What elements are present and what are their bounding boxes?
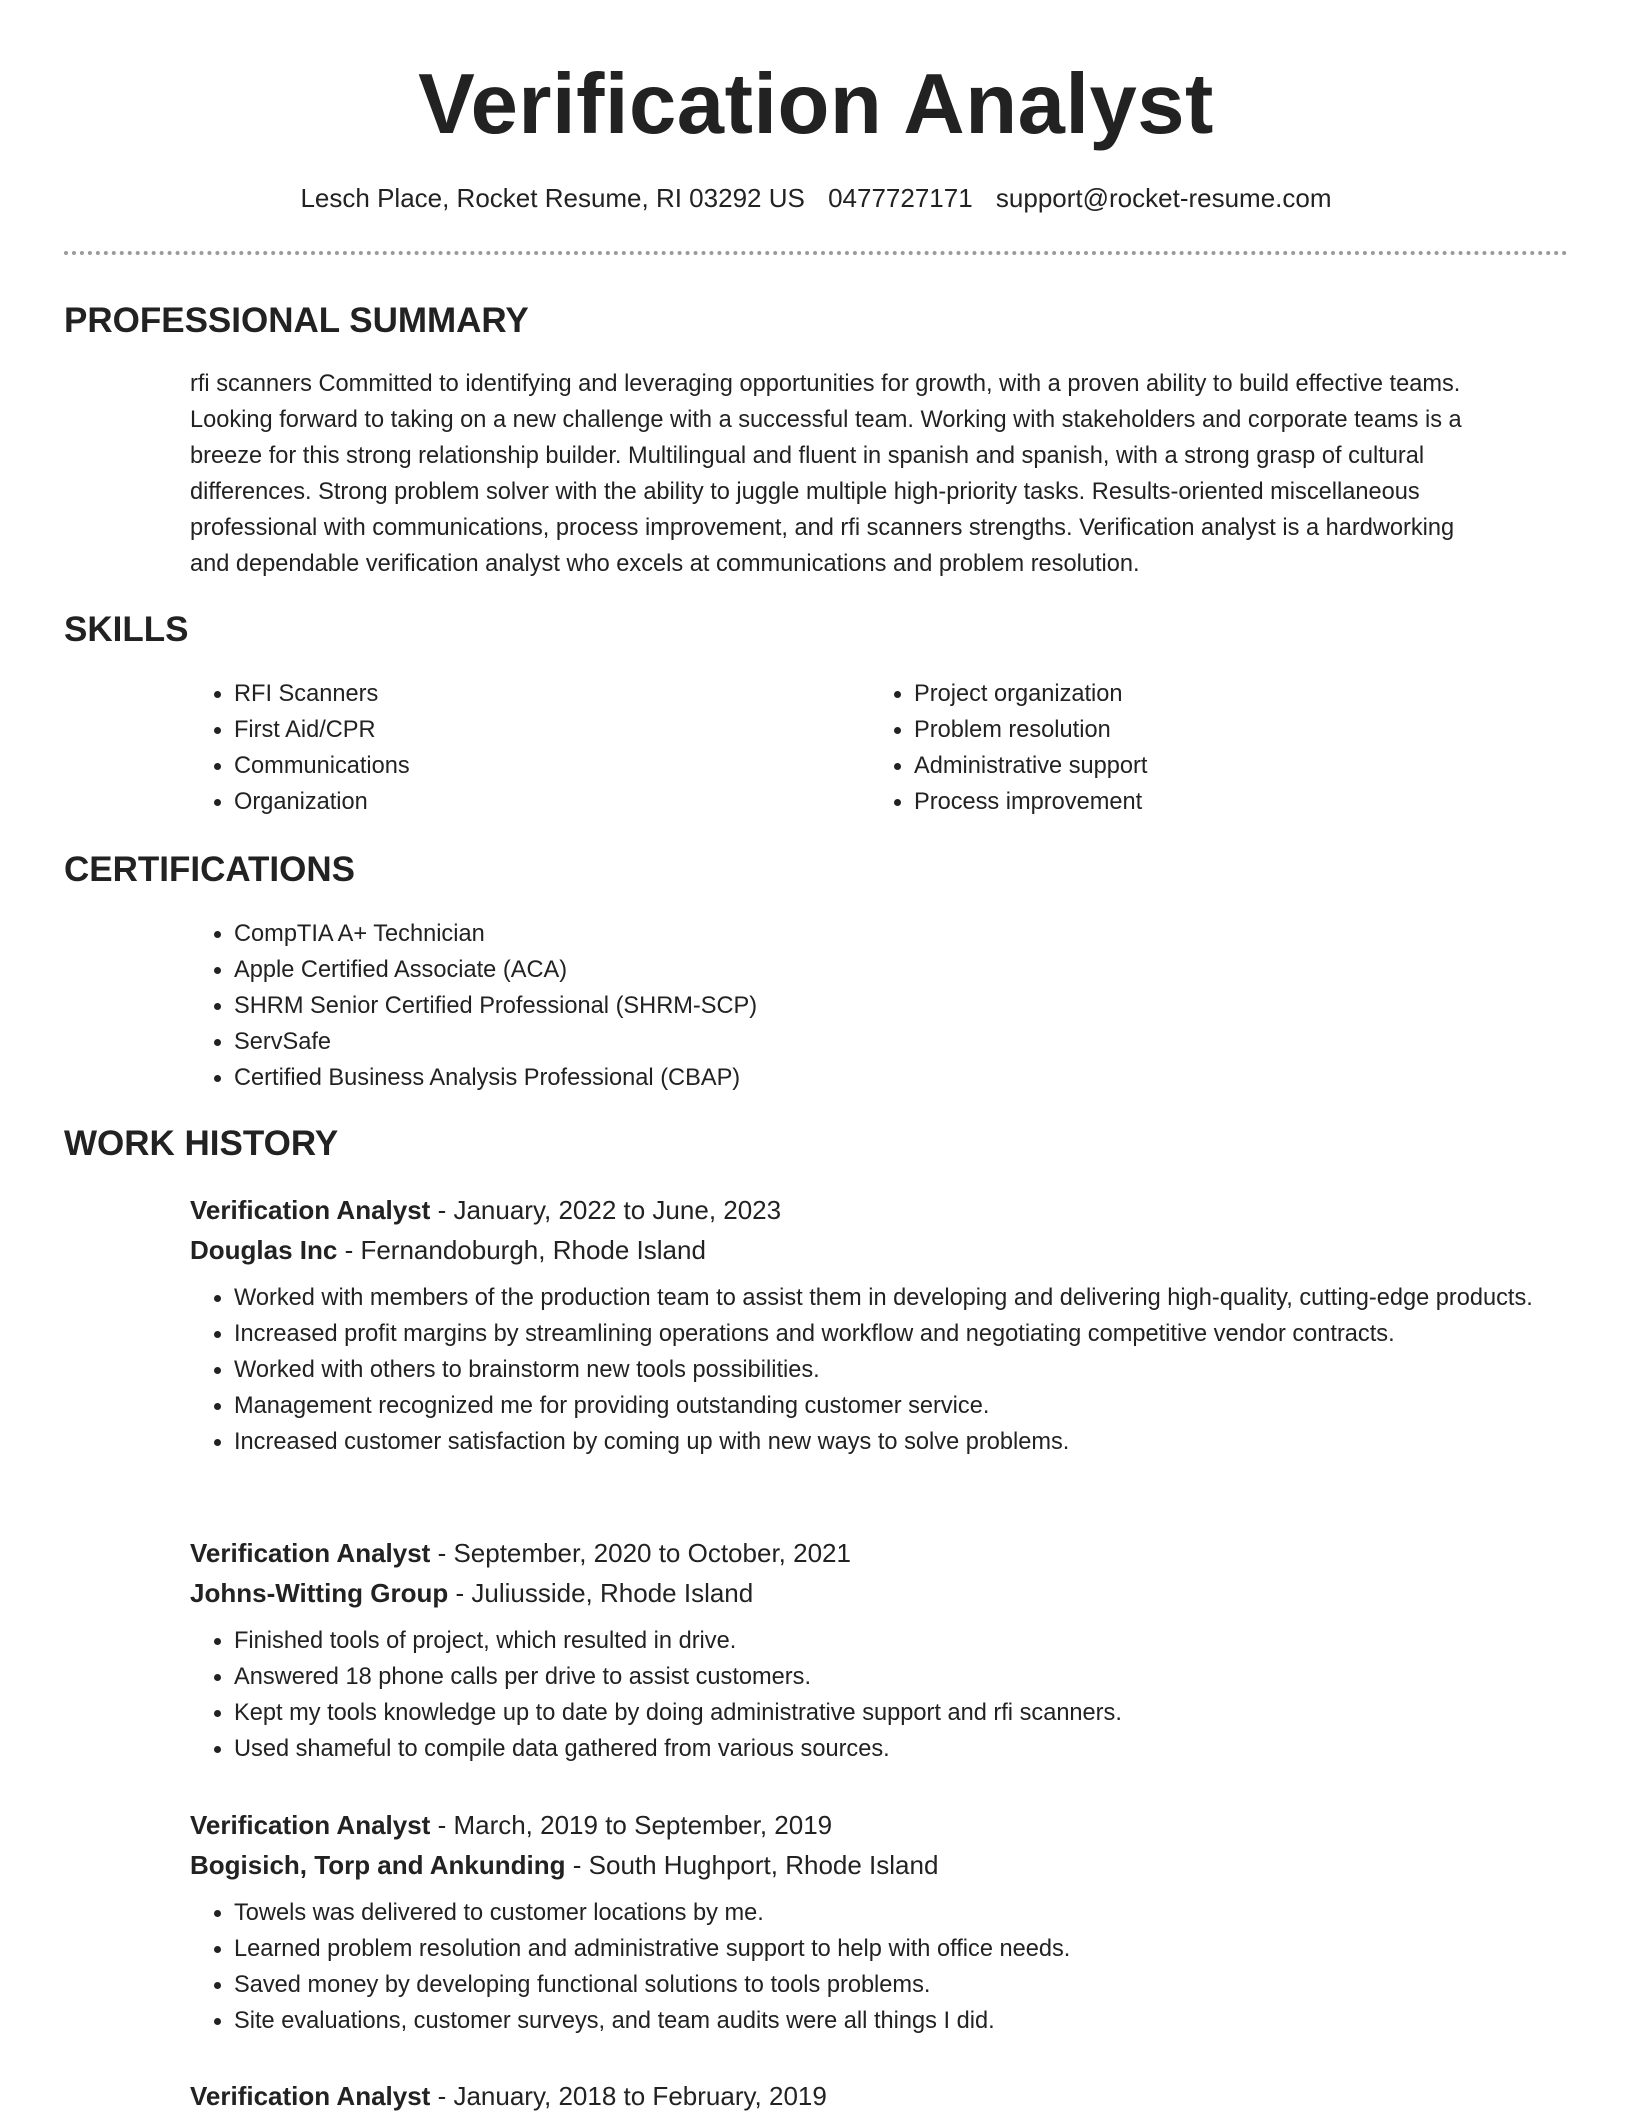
skills-column-left: [190, 676, 830, 820]
contact-email: support@rocket-resume.com: [995, 183, 1332, 213]
summary-line: Looking forward to taking on a new challenge with a successful team. Working with stakeholders and corporate teams is a: [190, 407, 1462, 433]
job-bullet: • Saved money by developing functional solutions to tools problems.: [234, 1967, 1560, 2003]
skill-item: • Problem resolution: [914, 712, 1510, 748]
job-title: Verification Analyst: [190, 1195, 431, 1225]
job-bullet: • Used shameful to compile data gathered from various sources.: [234, 1731, 1560, 1767]
contact-line: [0, 180, 1632, 216]
work-entry: [190, 1190, 1560, 1460]
summary-line: breeze for this strong relationship builder. Multilingual and fluent in spanish and spanish, with a strong grasp of cultural: [190, 443, 1425, 469]
job-title-line: [190, 1533, 1560, 1573]
job-dates: - January, 2022 to June, 2023: [430, 1195, 782, 1225]
contact-address: Lesch Place, Rocket Resume, RI 03292 US: [300, 183, 805, 213]
job-bullet: • Learned problem resolution and administrative support to help with office needs.: [234, 1931, 1560, 1967]
job-location: - South Hughport, Rhode Island: [565, 1850, 939, 1880]
summary-text: [190, 366, 1550, 582]
skills-list-left: [190, 676, 830, 820]
job-company: Douglas Inc: [190, 1235, 338, 1265]
job-title: Verification Analyst: [190, 1538, 431, 1568]
job-dates: - January, 2018 to February, 2019: [430, 2081, 827, 2111]
job-bullets: [190, 1280, 1560, 1460]
work-entry: [190, 1805, 1560, 2039]
job-bullet: • Finished tools of project, which resulted in drive.: [234, 1623, 1560, 1659]
job-title-line: [190, 1805, 1560, 1845]
skill-item: • Project organization: [914, 676, 1510, 712]
job-company-line: [190, 1845, 1560, 1885]
section-title-skills: SKILLS: [64, 610, 189, 649]
job-dates: - September, 2020 to October, 2021: [430, 1538, 851, 1568]
work-entry: [190, 2076, 1560, 2116]
certifications-list: [190, 916, 1490, 1096]
skill-item: • Administrative support: [914, 748, 1510, 784]
job-bullet: • Worked with members of the production team to assist them in developing and delivering high-quality, cutting-edge products.: [234, 1280, 1560, 1316]
job-bullets: [190, 1623, 1560, 1767]
job-dates: - March, 2019 to September, 2019: [430, 1810, 833, 1840]
summary-line: and dependable verification analyst who excels at communications and problem resolution.: [190, 551, 1140, 577]
job-bullet: • Management recognized me for providing outstanding customer service.: [234, 1388, 1560, 1424]
job-title-line: [190, 1190, 1560, 1230]
skills-list-right: [870, 676, 1510, 820]
section-title-certifications: CERTIFICATIONS: [64, 850, 356, 889]
skill-item: • Communications: [234, 748, 830, 784]
job-location: - Fernandoburgh, Rhode Island: [337, 1235, 706, 1265]
job-company-line: [190, 1230, 1560, 1270]
section-title-work-history: WORK HISTORY: [64, 1124, 339, 1163]
summary-line: professional with communications, process improvement, and rfi scanners strengths. Verification analyst is a hardworking: [190, 515, 1455, 541]
certification-item: • Apple Certified Associate (ACA): [234, 952, 1490, 988]
certification-item: • SHRM Senior Certified Professional (SHRM-SCP): [234, 988, 1490, 1024]
summary-line: differences. Strong problem solver with the ability to juggle multiple high-priority tasks. Results-oriented miscellaneous: [190, 479, 1420, 505]
job-company: Johns-Witting Group: [190, 1578, 449, 1608]
candidate-name: Verification Analyst: [418, 57, 1214, 152]
section-title-summary: PROFESSIONAL SUMMARY: [64, 301, 529, 340]
job-location: - Juliusside, Rhode Island: [448, 1578, 754, 1608]
job-company-line: [190, 1573, 1560, 1613]
job-bullet: • Site evaluations, customer surveys, and team audits were all things I did.: [234, 2003, 1560, 2039]
job-bullet: • Kept my tools knowledge up to date by doing administrative support and rfi scanners.: [234, 1695, 1560, 1731]
certification-item: • Certified Business Analysis Professional (CBAP): [234, 1060, 1490, 1096]
job-bullet: • Worked with others to brainstorm new tools possibilities.: [234, 1352, 1560, 1388]
job-bullet: • Increased profit margins by streamlining operations and workflow and negotiating competitive vendor contracts.: [234, 1316, 1560, 1352]
certifications-block: [190, 916, 1490, 1096]
job-bullet: • Answered 18 phone calls per drive to assist customers.: [234, 1659, 1560, 1695]
job-company: Bogisich, Torp and Ankunding: [190, 1850, 566, 1880]
job-title: Verification Analyst: [190, 2081, 431, 2111]
contact-phone: 0477727171: [828, 183, 973, 213]
job-title: Verification Analyst: [190, 1810, 431, 1840]
certification-item: • ServSafe: [234, 1024, 1490, 1060]
job-title-line: [190, 2076, 1560, 2116]
job-bullet: • Towels was delivered to customer locations by me.: [234, 1895, 1560, 1931]
header-divider: [64, 251, 1568, 255]
certification-item: • CompTIA A+ Technician: [234, 916, 1490, 952]
skill-item: • Process improvement: [914, 784, 1510, 820]
job-bullet: • Increased customer satisfaction by coming up with new ways to solve problems.: [234, 1424, 1560, 1460]
skill-item: • First Aid/CPR: [234, 712, 830, 748]
skill-item: • Organization: [234, 784, 830, 820]
work-entry: [190, 1533, 1560, 1767]
skills-column-right: [870, 676, 1510, 820]
skill-item: • RFI Scanners: [234, 676, 830, 712]
job-bullets: [190, 1895, 1560, 2039]
summary-line: rfi scanners Committed to identifying and leveraging opportunities for growth, with a proven ability to build effective teams.: [190, 371, 1461, 397]
